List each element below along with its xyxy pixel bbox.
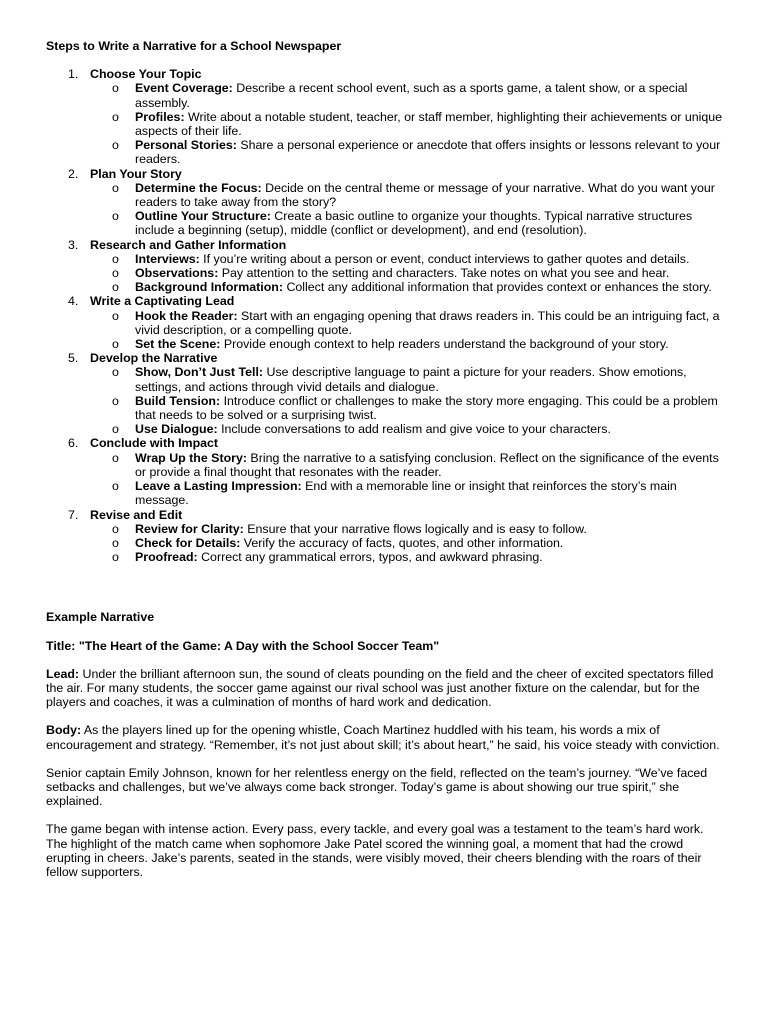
bullet-icon: o	[112, 521, 119, 536]
step-title: Plan Your Story	[90, 166, 182, 181]
bullet-icon: o	[112, 180, 119, 195]
document-title: Steps to Write a Narrative for a School Newspaper	[46, 39, 342, 53]
sub-list	[90, 365, 728, 436]
sub-item-text: Correct any grammatical errors, typos, and awkward phrasing.	[197, 550, 543, 565]
sub-item-text: Include conversations to add realism and give voice to your characters.	[217, 422, 611, 437]
sub-item	[90, 479, 728, 507]
sub-item-label: Personal Stories:	[135, 138, 237, 153]
sub-item	[90, 422, 728, 436]
example-heading: Example Narrative	[46, 610, 155, 625]
sub-item	[90, 138, 728, 166]
bullet-icon: o	[112, 81, 119, 96]
step-item	[46, 238, 728, 295]
step-number: 5.	[68, 351, 79, 366]
bullet-icon: o	[112, 109, 119, 124]
step-item	[46, 167, 728, 238]
step-title: Revise and Edit	[90, 507, 183, 522]
bullet-icon: o	[112, 365, 119, 380]
step-number: 6.	[68, 436, 79, 451]
sub-item-text: Pay attention to the setting and characters. Take notes on what you see and hear.	[218, 266, 670, 281]
sub-item-text: Share a personal experience or anecdote that offers insights or lessons relevant to your readers.	[135, 138, 721, 167]
bullet-icon: o	[112, 393, 119, 408]
sub-item-label: Review for Clarity:	[135, 521, 244, 536]
sub-item-text: Decide on the central theme or message of your narrative. What do you want your readers to take away from the story?	[135, 180, 715, 210]
sub-item-label: Use Dialogue:	[135, 422, 218, 437]
sub-item	[90, 451, 728, 479]
body-paragraph	[46, 723, 728, 751]
step-title: Research and Gather Information	[90, 237, 287, 252]
sub-item	[90, 181, 728, 209]
sub-item	[90, 81, 728, 109]
step-item	[46, 351, 728, 436]
bullet-icon: o	[112, 266, 119, 281]
sub-item-label: Set the Scene:	[135, 337, 221, 352]
sub-item-text: Use descriptive language to paint a picture for your readers. Show emotions, settings, and actions through vivid details and dialogue.	[135, 365, 687, 394]
sub-item-text: Bring the narrative to a satisfying conclusion. Reflect on the significance of the events or provide a final thought that resonates with the reader.	[135, 450, 719, 479]
sub-item-text: Collect any additional information that provides context or enhances the story.	[283, 280, 712, 295]
lead-paragraph	[46, 667, 728, 710]
sub-item-text: Describe a recent school event, such as a sports game, a talent show, or a special assembly.	[135, 81, 688, 110]
step-item	[46, 67, 728, 166]
sub-item-label: Build Tension:	[135, 393, 221, 408]
sub-item-label: Proofread:	[135, 550, 198, 565]
sub-list	[90, 252, 728, 295]
step-number: 2.	[68, 166, 79, 181]
bullet-icon: o	[112, 479, 119, 494]
sub-item-text: Start with an engaging opening that draws readers in. This could be an intriguing fact, a vivid description, or a compelling quote.	[135, 308, 720, 337]
step-item	[46, 508, 728, 565]
sub-item	[90, 550, 728, 564]
paragraph: The game began with intense action. Every pass, every tackle, and every goal was a testament to the team’s hard work. The highlight of the match came when sophomore Jake Patel scored the winning goal, a moment that had the crowd erupting in cheers. Jake’s parents, seated in the stands, were visibly moved, their cheers blending with the roars of their fellow supporters.	[46, 822, 704, 879]
sub-item-label: Wrap Up the Story:	[135, 450, 247, 465]
body-label: Body:	[46, 723, 82, 738]
sub-item-text: Introduce conflict or challenges to make the story more engaging. This could be a problem that needs to be solved or a surprising twist.	[135, 393, 718, 423]
sub-item	[90, 252, 728, 266]
sub-item-text: If you’re writing about a person or event, conduct interviews to gather quotes and details.	[199, 251, 690, 266]
sub-list	[90, 181, 728, 238]
sub-item	[90, 536, 728, 550]
sub-item-label: Observations:	[135, 266, 219, 281]
sub-item	[90, 394, 728, 422]
sub-item-text: Create a basic outline to organize your thoughts. Typical narrative structures include a beginning (setup), middle (conflict or development), and end (resolution).	[135, 209, 693, 238]
bullet-icon: o	[112, 280, 119, 295]
step-number: 7.	[68, 507, 79, 522]
sub-item	[90, 337, 728, 351]
step-number: 1.	[68, 67, 79, 82]
bullet-icon: o	[112, 308, 119, 323]
step-item	[46, 294, 728, 351]
sub-item-label: Event Coverage:	[135, 81, 233, 96]
sub-item-text: Ensure that your narrative flows logically and is easy to follow.	[243, 521, 587, 536]
sub-item-label: Determine the Focus:	[135, 180, 262, 195]
bullet-icon: o	[112, 209, 119, 224]
sub-list	[90, 309, 728, 352]
bullet-icon: o	[112, 422, 119, 437]
lead-text: Under the brilliant afternoon sun, the sound of cleats pounding on the field and the cheer of excited spectators filled the air. For many students, the soccer game against our rival school was just another fixture on the calendar, but for the players and coaches, it was a culmination of months of hard work and dedication.	[46, 666, 714, 710]
sub-item-label: Profiles:	[135, 109, 185, 124]
bullet-icon: o	[112, 337, 119, 352]
bullet-icon: o	[112, 450, 119, 465]
step-title: Choose Your Topic	[90, 67, 202, 82]
sub-list	[90, 451, 728, 508]
sub-item-label: Background Information:	[135, 280, 283, 295]
sub-item-text: Provide enough context to help readers understand the background of your story.	[220, 337, 669, 352]
sub-item-text: End with a memorable line or insight that reinforces the story’s main message.	[135, 479, 677, 508]
paragraph: Senior captain Emily Johnson, known for her relentless energy on the field, reflected on the team’s journey. “We’ve faced setbacks and challenges, but we’ve always come back stronger. Today’s game is about showing our true spirit,” she explained.	[46, 765, 708, 809]
body-text: As the players lined up for the opening whistle, Coach Martinez huddled with his team, his words a mix of encouragement and strategy. “Remember, it’s not just about skill; it’s about heart,” he said, his voice steady with conviction.	[46, 723, 720, 752]
step-number: 4.	[68, 294, 79, 309]
sub-item	[90, 266, 728, 280]
sub-item	[90, 365, 728, 393]
bullet-icon: o	[112, 251, 119, 266]
bullet-icon: o	[112, 138, 119, 153]
sub-item-text: Write about a notable student, teacher, or staff member, highlighting their achievements or unique aspects of their life.	[135, 109, 723, 139]
sub-list	[90, 81, 728, 166]
example-section	[46, 610, 728, 879]
sub-item-label: Interviews:	[135, 251, 200, 266]
sub-list	[90, 522, 728, 565]
sub-item-label: Leave a Lasting Impression:	[135, 479, 302, 494]
sub-item-label: Check for Details:	[135, 535, 241, 550]
step-title: Develop the Narrative	[90, 351, 218, 366]
step-title: Conclude with Impact	[90, 436, 219, 451]
steps-list	[46, 67, 728, 564]
step-title: Write a Captivating Lead	[90, 294, 235, 309]
step-number: 3.	[68, 237, 79, 252]
sub-item	[90, 110, 728, 138]
sub-item	[90, 280, 728, 294]
lead-label: Lead:	[46, 666, 80, 681]
sub-item-text: Verify the accuracy of facts, quotes, and other information.	[240, 535, 564, 550]
bullet-icon: o	[112, 535, 119, 550]
bullet-icon: o	[112, 550, 119, 565]
sub-item-label: Hook the Reader:	[135, 308, 238, 323]
sub-item-label: Outline Your Structure:	[135, 209, 271, 224]
sub-item	[90, 309, 728, 337]
step-item	[46, 436, 728, 507]
sub-item-label: Show, Don’t Just Tell:	[135, 365, 264, 380]
sub-item	[90, 209, 728, 237]
example-title: Title: "The Heart of the Game: A Day with the School Soccer Team"	[46, 638, 440, 653]
sub-item	[90, 522, 728, 536]
